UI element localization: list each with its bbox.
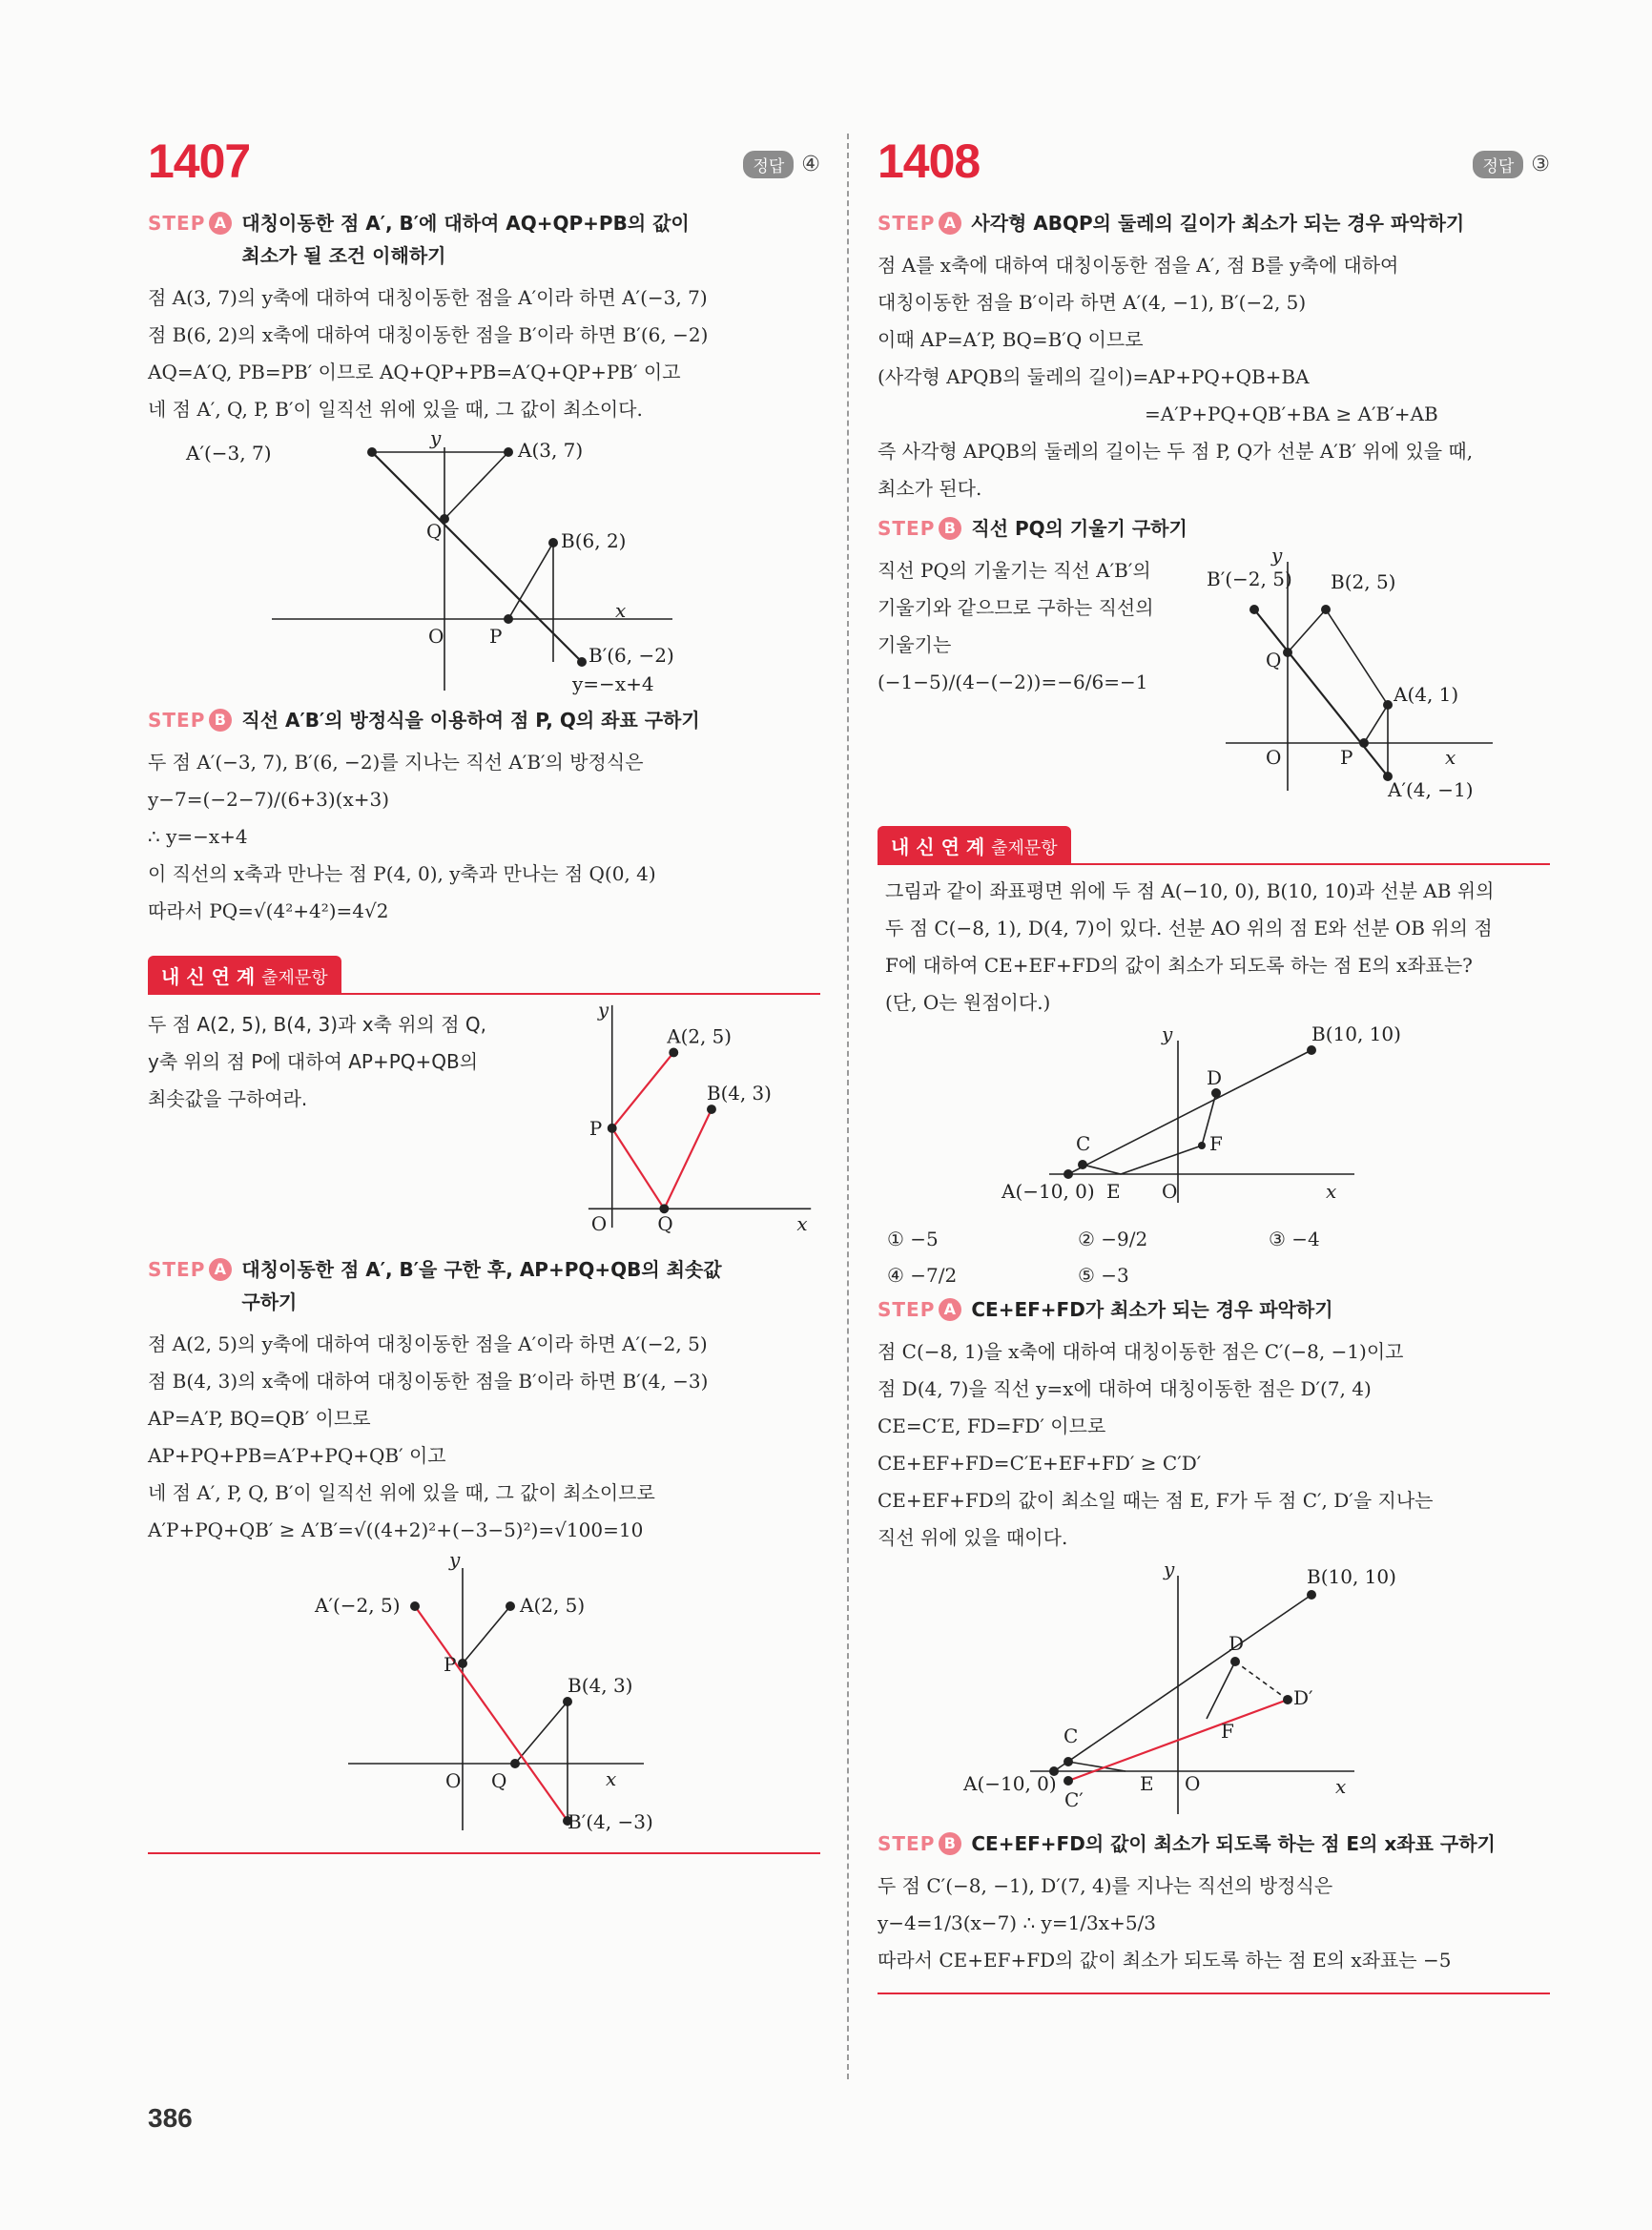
label-Q: Q	[657, 1213, 673, 1233]
label-x: x	[615, 599, 627, 622]
label-A: A(2, 5)	[667, 1025, 732, 1048]
problem-number: 1408	[878, 134, 981, 188]
problem-line: F에 대하여 CE+EF+FD의 값이 최소가 되도록 하는 점 E의 x좌표는?	[885, 954, 1473, 977]
point-Bp	[577, 657, 587, 667]
text-line: 네 점 A′, Q, P, B′이 일직선 위에 있을 때, 그 값이 최소이다.	[148, 398, 643, 421]
text-line: 직선 PQ의 기울기는 직선 A′B′의	[878, 559, 1151, 582]
section-end-rule	[878, 1993, 1550, 1994]
text-line: A′P+PQ+QB′ ≥ A′B′=√((4+2)²+(−3−5)²)=√100=10	[148, 1518, 644, 1541]
step-b-body	[878, 552, 1550, 800]
answer-tag: 정답	[743, 151, 794, 178]
text-line: CE=C′E, FD=FD′ 이므로	[878, 1414, 1106, 1437]
step-title: 사각형 ABQP의 둘레의 길이가 최소가 되는 경우 파악하기	[971, 212, 1465, 235]
answer-box	[743, 151, 820, 178]
step-title: 대칭이동한 점 A′, B′에 대하여 AQ+QP+PB의 값이 최소가 될 조건 이해하기	[241, 212, 690, 267]
problem-line: 두 점 A(2, 5), B(4, 3)과 x축 위의 점 Q,	[148, 1013, 486, 1036]
text-line: AQ=A′Q, PB=PB′ 이므로 AQ+QP+PB=A′Q+QP+PB′ 이고	[148, 361, 681, 383]
label-D: D	[1229, 1632, 1245, 1655]
problem-header	[878, 134, 1550, 202]
label-E: E	[1106, 1180, 1121, 1203]
label-O: O	[1266, 746, 1282, 769]
text-line: 따라서 CE+EF+FD의 값이 최소가 되도록 하는 점 E의 x좌표는 −5	[878, 1949, 1452, 1972]
text-line: CE+EF+FD=C′E+EF+FD′ ≥ C′D′	[878, 1452, 1202, 1475]
label-O: O	[445, 1769, 462, 1792]
column-divider	[847, 134, 849, 2079]
label-P: P	[489, 625, 503, 648]
label-P: P	[444, 1653, 457, 1676]
label-P: P	[589, 1117, 603, 1140]
label-y: y	[430, 428, 442, 449]
label-Ap: A′(4, −1)	[1388, 778, 1474, 800]
text-line: (사각형 APQB의 둘레의 길이)=AP+PQ+QB+BA	[878, 365, 1310, 388]
text-line: AP+PQ+PB=A′P+PQ+QB′ 이고	[148, 1444, 446, 1467]
label-Dp: D′	[1293, 1686, 1313, 1709]
step-title: 대칭이동한 점 A′, B′을 구한 후, AP+PQ+QB의 최솟값 구하기	[241, 1258, 722, 1313]
figure-1407-reflection	[148, 428, 820, 695]
label-Bp: B′(4, −3)	[568, 1810, 653, 1833]
related-problem-tag: 내 신 연 계 출제문항	[878, 826, 1071, 865]
label-x: x	[606, 1767, 617, 1790]
text-line: 점 C(−8, 1)을 x축에 대하여 대칭이동한 점은 C′(−8, −1)이고	[878, 1340, 1404, 1363]
step-label: STEP A	[878, 212, 961, 235]
problem-line: 최솟값을 구하여라.	[148, 1087, 308, 1110]
text-line: 즉 사각형 APQB의 둘레의 길이는 두 점 P, Q가 선분 A′B′ 위에 있을 때,	[878, 440, 1474, 463]
related-problem	[148, 995, 820, 1233]
step-b-heading	[878, 517, 1550, 545]
label-O: O	[590, 1213, 608, 1233]
step-badge-icon: A	[209, 1258, 232, 1281]
label-B: B(10, 10)	[1307, 1565, 1396, 1588]
line-ApBp	[372, 452, 582, 662]
step-label: STEP A	[148, 212, 232, 235]
label-x: x	[1445, 746, 1456, 769]
text-line: AP=A′P, BQ=QB′ 이므로	[148, 1407, 371, 1430]
problem-line: y축 위의 점 P에 대하여 AP+PQ+QB의	[148, 1050, 479, 1073]
label-D: D	[1207, 1066, 1223, 1089]
label-Q: Q	[1266, 649, 1282, 671]
problem-header	[148, 134, 820, 202]
label-y: y	[1162, 1022, 1173, 1045]
text-line: 점 D(4, 7)을 직선 y=x에 대하여 대칭이동한 점은 D′(7, 4)	[878, 1377, 1372, 1400]
related-problem	[878, 865, 1550, 1022]
step-title: 직선 A′B′의 방정식을 이용하여 점 P, Q의 좌표 구하기	[241, 709, 700, 732]
text-line: CE+EF+FD의 값이 최소일 때는 점 E, F가 두 점 C′, D′을 지나는	[878, 1489, 1434, 1512]
label-A: A(3, 7)	[518, 439, 584, 462]
text-line: 직선 위에 있을 때이다.	[878, 1526, 1068, 1549]
choice-1[interactable]: ① −5	[887, 1228, 939, 1250]
text-line: 따라서 PQ=√(4²+4²)=4√2	[148, 899, 389, 922]
problem-line: 두 점 C(−8, 1), D(4, 7)이 있다. 선분 AO 위의 점 E와 선분 OB 위의 점	[885, 917, 1493, 939]
step-b-heading	[148, 709, 820, 736]
label-y: y	[449, 1549, 461, 1571]
label-x: x	[1335, 1775, 1347, 1798]
related-problem-header	[148, 949, 820, 995]
label-Q: Q	[491, 1769, 507, 1792]
choice-3[interactable]: ③ −4	[1269, 1228, 1320, 1250]
label-P: P	[1340, 746, 1353, 769]
label-x: x	[796, 1213, 808, 1233]
label-O: O	[1185, 1772, 1201, 1795]
step-label: STEP B	[148, 709, 232, 732]
text-line: =A′P+PQ+QB′+BA ≥ A′B′+AB	[1145, 403, 1438, 425]
point-Ap	[367, 447, 377, 457]
text-line: 두 점 A′(−3, 7), B′(6, −2)를 지나는 직선 A′B′의 방정식은	[148, 751, 644, 774]
step-badge-icon: B	[209, 709, 232, 732]
step-title: 직선 PQ의 기울기 구하기	[971, 517, 1187, 540]
problem-line: (단, O는 원점이다.)	[885, 991, 1051, 1014]
label-Q: Q	[426, 520, 443, 543]
label-F: F	[1221, 1720, 1234, 1743]
step-b2-heading	[878, 1832, 1550, 1860]
answer-box	[1473, 151, 1550, 178]
answer-value: ④	[801, 153, 820, 176]
step-badge-icon: A	[939, 1298, 961, 1321]
page-number: 386	[148, 2103, 193, 2133]
text-line: 두 점 C′(−8, −1), D′(7, 4)를 지나는 직선의 방정식은	[878, 1874, 1333, 1897]
answer-choices	[887, 1228, 1550, 1287]
text-line: 이 직선의 x축과 만나는 점 P(4, 0), y축과 만나는 점 Q(0, 4)	[148, 862, 656, 885]
label-Ap: A′(−3, 7)	[186, 442, 272, 465]
label-B: B(6, 2)	[561, 529, 627, 552]
point-P	[504, 614, 513, 624]
figure-related-problem	[574, 995, 820, 1233]
text-line: ∴ y=−x+4	[148, 825, 248, 848]
problem-line: 그림과 같이 좌표평면 위에 두 점 A(−10, 0), B(10, 10)과 선분 AB 위의	[885, 879, 1495, 902]
label-O: O	[1162, 1180, 1178, 1203]
answer-tag: 정답	[1473, 151, 1523, 178]
choice-4[interactable]: ④ −7/2	[887, 1264, 958, 1287]
figure-1408-quadrilateral	[1207, 552, 1550, 800]
section-end-rule	[148, 1852, 820, 1854]
text-line: y−4=1/3(x−7) ∴ y=1/3x+5/3	[878, 1911, 1157, 1934]
text-line: 네 점 A′, P, Q, B′이 일직선 위에 있을 때, 그 값이 최소이므로	[148, 1481, 655, 1504]
step-label: STEP B	[878, 517, 961, 540]
problem-number: 1407	[148, 134, 251, 188]
step-badge-icon: A	[939, 212, 961, 235]
text-line: 점 A(3, 7)의 y축에 대하여 대칭이동한 점을 A′이라 하면 A′(−3, 7)	[148, 286, 708, 309]
solution-1408	[878, 134, 1550, 1994]
segment-A-Q	[444, 452, 508, 519]
figure-related-problem-1408	[878, 1022, 1550, 1212]
text-line: 점 A를 x축에 대하여 대칭이동한 점을 A′, 점 B를 y축에 대하여	[878, 254, 1399, 277]
text-line: y−7=(−2−7)/(6+3)(x+3)	[148, 788, 390, 811]
text-line: 이때 AP=A′P, BQ=B′Q 이므로	[878, 328, 1144, 351]
text-line: 기울기는	[878, 633, 952, 656]
text-line: 대칭이동한 점을 B′이라 하면 A′(4, −1), B′(−2, 5)	[878, 291, 1307, 314]
text-line: (−1−5)/(4−(−2))=−6/6=−1	[878, 671, 1148, 693]
label-C: C	[1076, 1132, 1091, 1155]
figure-1408-related-solution	[878, 1557, 1550, 1819]
label-eq: y=−x+4	[572, 672, 654, 695]
step-title: CE+EF+FD의 값이 최소가 되도록 하는 점 E의 x좌표 구하기	[971, 1832, 1496, 1855]
text-line: 점 B(4, 3)의 x축에 대하여 대칭이동한 점을 B′이라 하면 B′(4, −3)	[148, 1370, 709, 1393]
step-a2-heading	[148, 1258, 820, 1318]
step-label: STEP A	[148, 1258, 232, 1281]
step-label: STEP A	[878, 1298, 961, 1321]
label-B: B(2, 5)	[1331, 570, 1396, 593]
label-B: B(4, 3)	[706, 1083, 772, 1105]
label-A: A(−10, 0)	[1002, 1180, 1095, 1203]
text-line: 점 A(2, 5)의 y축에 대하여 대칭이동한 점을 A′이라 하면 A′(−2, 5)	[148, 1332, 708, 1355]
label-Ap: A′(−2, 5)	[315, 1594, 401, 1617]
label-A: A(4, 1)	[1394, 683, 1459, 706]
text-line: 최소가 된다.	[878, 477, 982, 500]
label-B: B(4, 3)	[568, 1674, 633, 1697]
choice-5[interactable]: ⑤ −3	[1078, 1264, 1129, 1287]
label-C: C	[1063, 1724, 1079, 1747]
label-B: B(10, 10)	[1311, 1022, 1401, 1045]
figure-1407-related-solution	[148, 1549, 820, 1835]
point-A	[504, 447, 513, 457]
step-badge-icon: A	[209, 212, 232, 235]
related-problem-tag: 내 신 연 계 출제문항	[148, 956, 341, 995]
step-badge-icon: B	[939, 517, 961, 540]
text-line: 점 B(6, 2)의 x축에 대하여 대칭이동한 점을 B′이라 하면 B′(6, −2)	[148, 323, 709, 346]
label-A: A(2, 5)	[520, 1594, 586, 1617]
label-F: F	[1209, 1132, 1223, 1155]
step-a-heading	[878, 212, 1550, 239]
answer-value: ③	[1531, 153, 1550, 176]
step-badge-icon: B	[939, 1832, 961, 1855]
label-A: A(−10, 0)	[963, 1772, 1057, 1795]
step-a2-heading	[878, 1298, 1550, 1326]
label-y: y	[1271, 552, 1283, 567]
point-B	[548, 538, 558, 547]
label-Bp: B′(−2, 5)	[1207, 568, 1292, 590]
label-y: y	[597, 999, 609, 1022]
label-O: O	[428, 625, 444, 648]
step-a-heading	[148, 212, 820, 272]
label-Cp: C′	[1064, 1788, 1084, 1811]
related-problem-header	[878, 819, 1550, 865]
label-x: x	[1326, 1180, 1337, 1203]
label-Bp: B′(6, −2)	[589, 644, 674, 667]
step-label: STEP B	[878, 1832, 961, 1855]
solution-1407	[148, 134, 820, 1854]
label-y: y	[1164, 1558, 1175, 1580]
text-line: 기울기와 같으므로 구하는 직선의	[878, 596, 1154, 619]
choice-2[interactable]: ② −9/2	[1078, 1228, 1148, 1250]
label-E: E	[1140, 1772, 1154, 1795]
segment-P-B	[508, 543, 553, 619]
step-title: CE+EF+FD가 최소가 되는 경우 파악하기	[971, 1298, 1333, 1321]
